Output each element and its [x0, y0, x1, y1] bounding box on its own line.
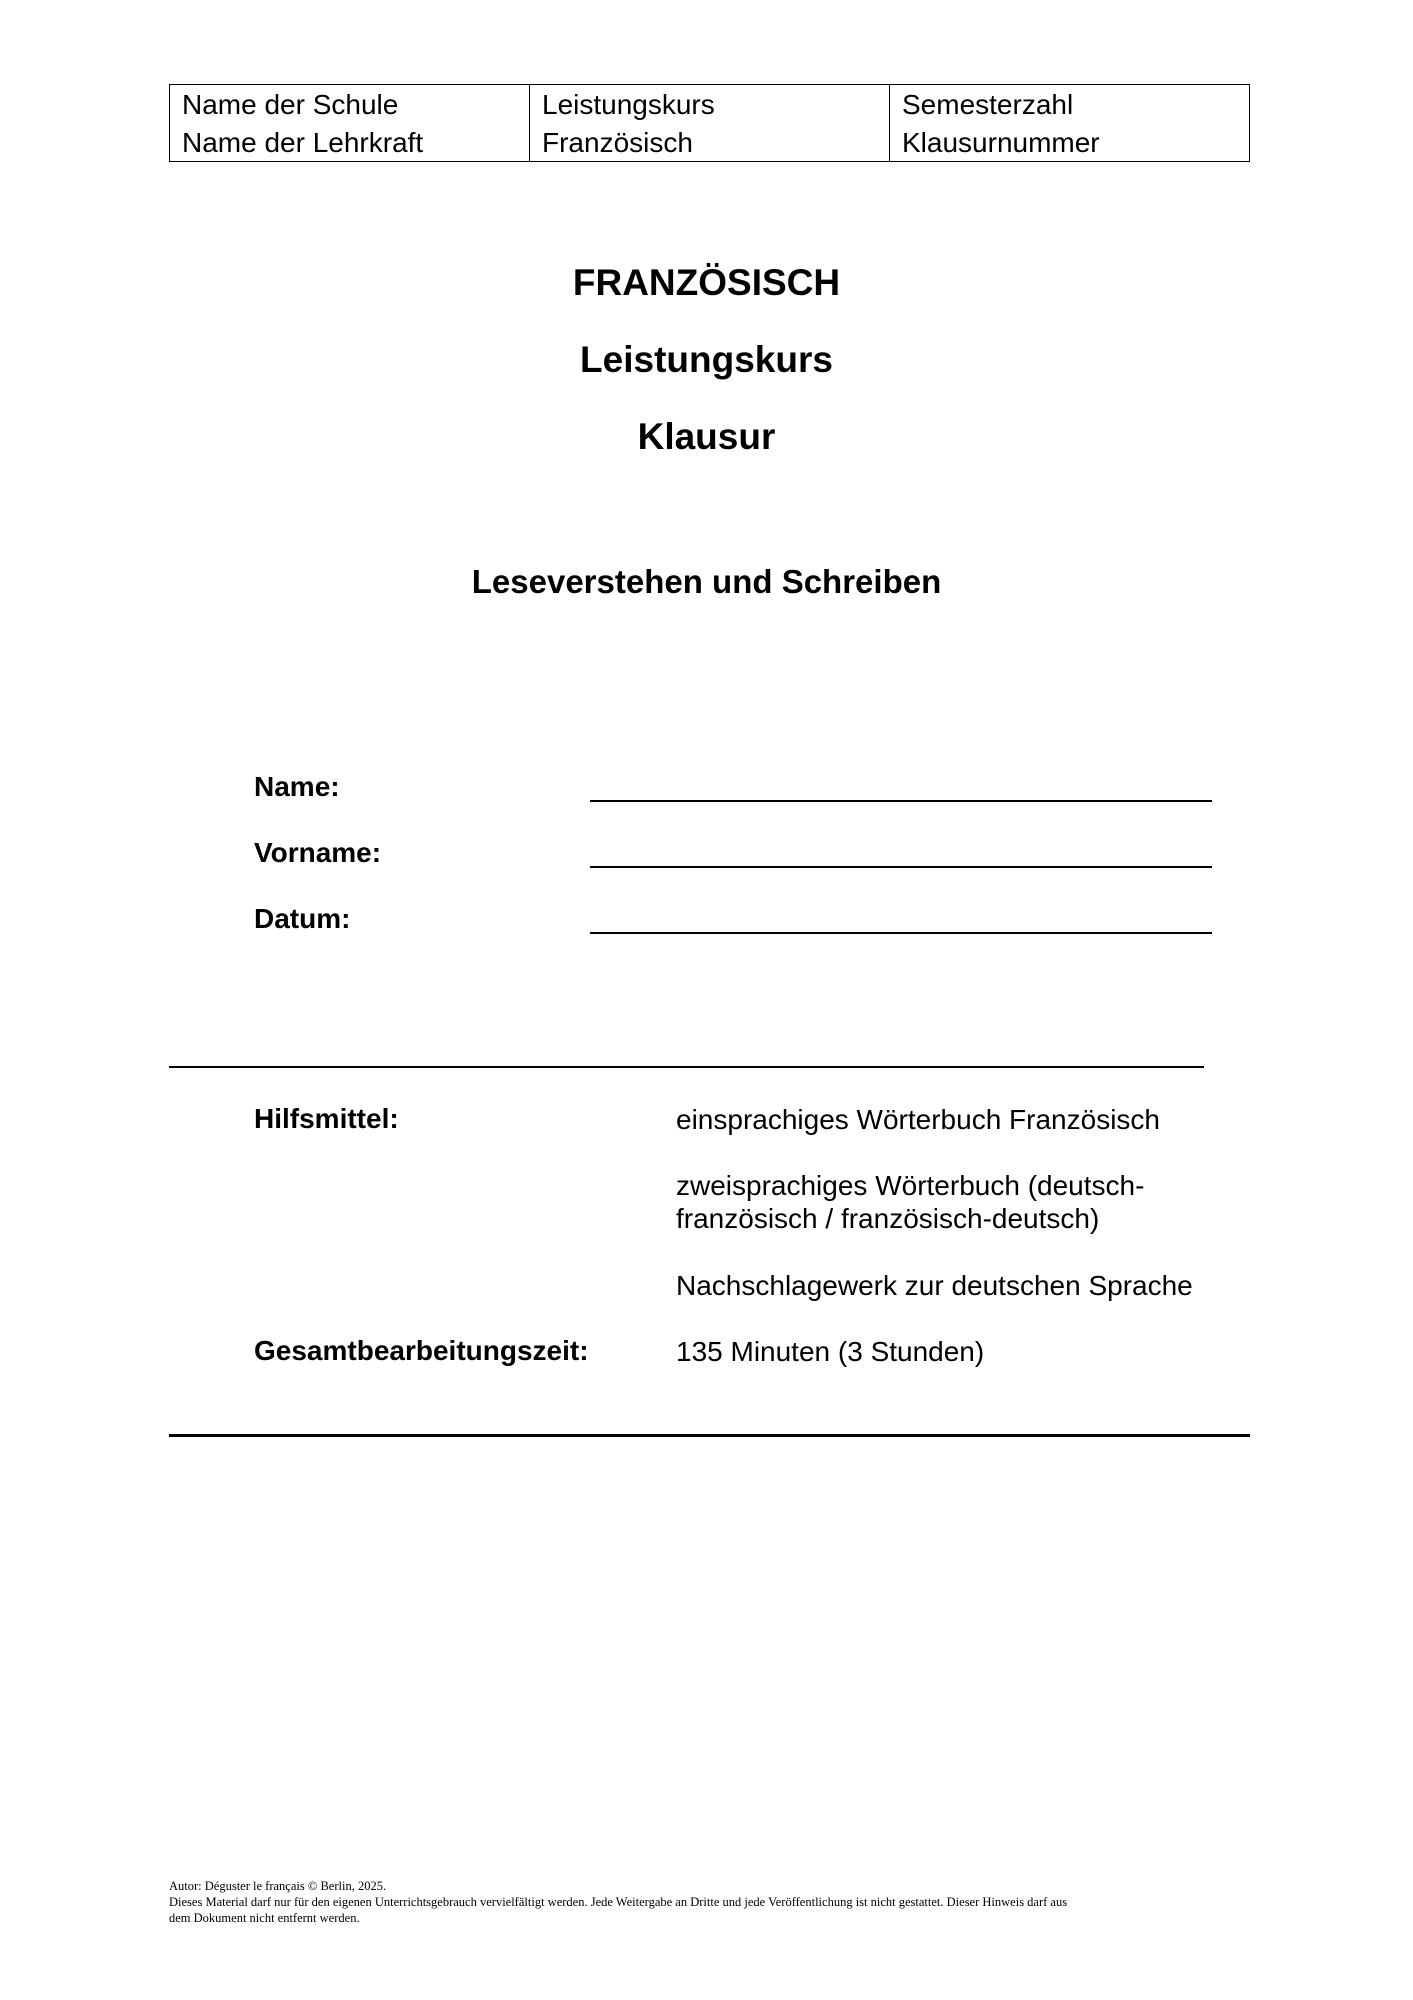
semester-label: Semesterzahl: [902, 89, 1074, 120]
footer-notice-line1: Dieses Material darf nur für den eigenen Unterrichtsgebrauch vervielfältigt werden. Jede Weitergabe an Dritte und jede Veröffentlichung ist nicht gestattet. Dieser Hinweis darf aus: [169, 1895, 1068, 1909]
first-name-label: Vorname:: [254, 837, 382, 868]
time-value: 135 Minuten (3 Stunden): [676, 1336, 985, 1367]
course-level-label: Leistungskurs: [542, 89, 715, 120]
section-divider-thick: [169, 1434, 1250, 1437]
footer-author: Autor: Déguster le français © Berlin, 2025.: [169, 1879, 387, 1893]
aids-label: Hilfsmittel:: [254, 1103, 399, 1134]
date-input-line[interactable]: [590, 932, 1212, 934]
header-cell-exam: [890, 85, 1249, 161]
exam-type-title: Klausur: [637, 416, 776, 457]
name-label: Name:: [254, 771, 340, 802]
copyright-footer: [169, 1878, 1229, 1926]
aid-monolingual-dictionary: einsprachiges Wörterbuch Französisch: [676, 1104, 1160, 1135]
subject-title: FRANZÖSISCH: [572, 262, 841, 303]
school-name-label: Name der Schule: [182, 89, 399, 120]
date-label: Datum:: [254, 903, 351, 934]
header-cell-school: [170, 85, 530, 161]
course-subject-label: Französisch: [542, 127, 693, 158]
first-name-input-line[interactable]: [590, 866, 1212, 868]
divider-line: [169, 1066, 1204, 1068]
aid-german-reference: Nachschlagewerk zur deutschen Sprache: [676, 1270, 1193, 1301]
course-title: Leistungskurs: [580, 339, 833, 380]
header-cell-course: [530, 85, 890, 161]
aid-bilingual-dictionary-line1: zweisprachiges Wörterbuch (deutsch-: [676, 1170, 1145, 1201]
exam-number-label: Klausurnummer: [902, 127, 1100, 158]
teacher-name-label: Name der Lehrkraft: [182, 127, 424, 158]
time-label: Gesamtbearbeitungszeit:: [254, 1335, 589, 1366]
header-table: [169, 84, 1250, 162]
aid-bilingual-dictionary-line2: französisch / französisch-deutsch): [676, 1203, 1100, 1234]
footer-notice-line2: dem Dokument nicht entfernt werden.: [169, 1911, 360, 1925]
name-input-line[interactable]: [590, 800, 1212, 802]
section-title: Leseverstehen und Schreiben: [471, 563, 942, 600]
